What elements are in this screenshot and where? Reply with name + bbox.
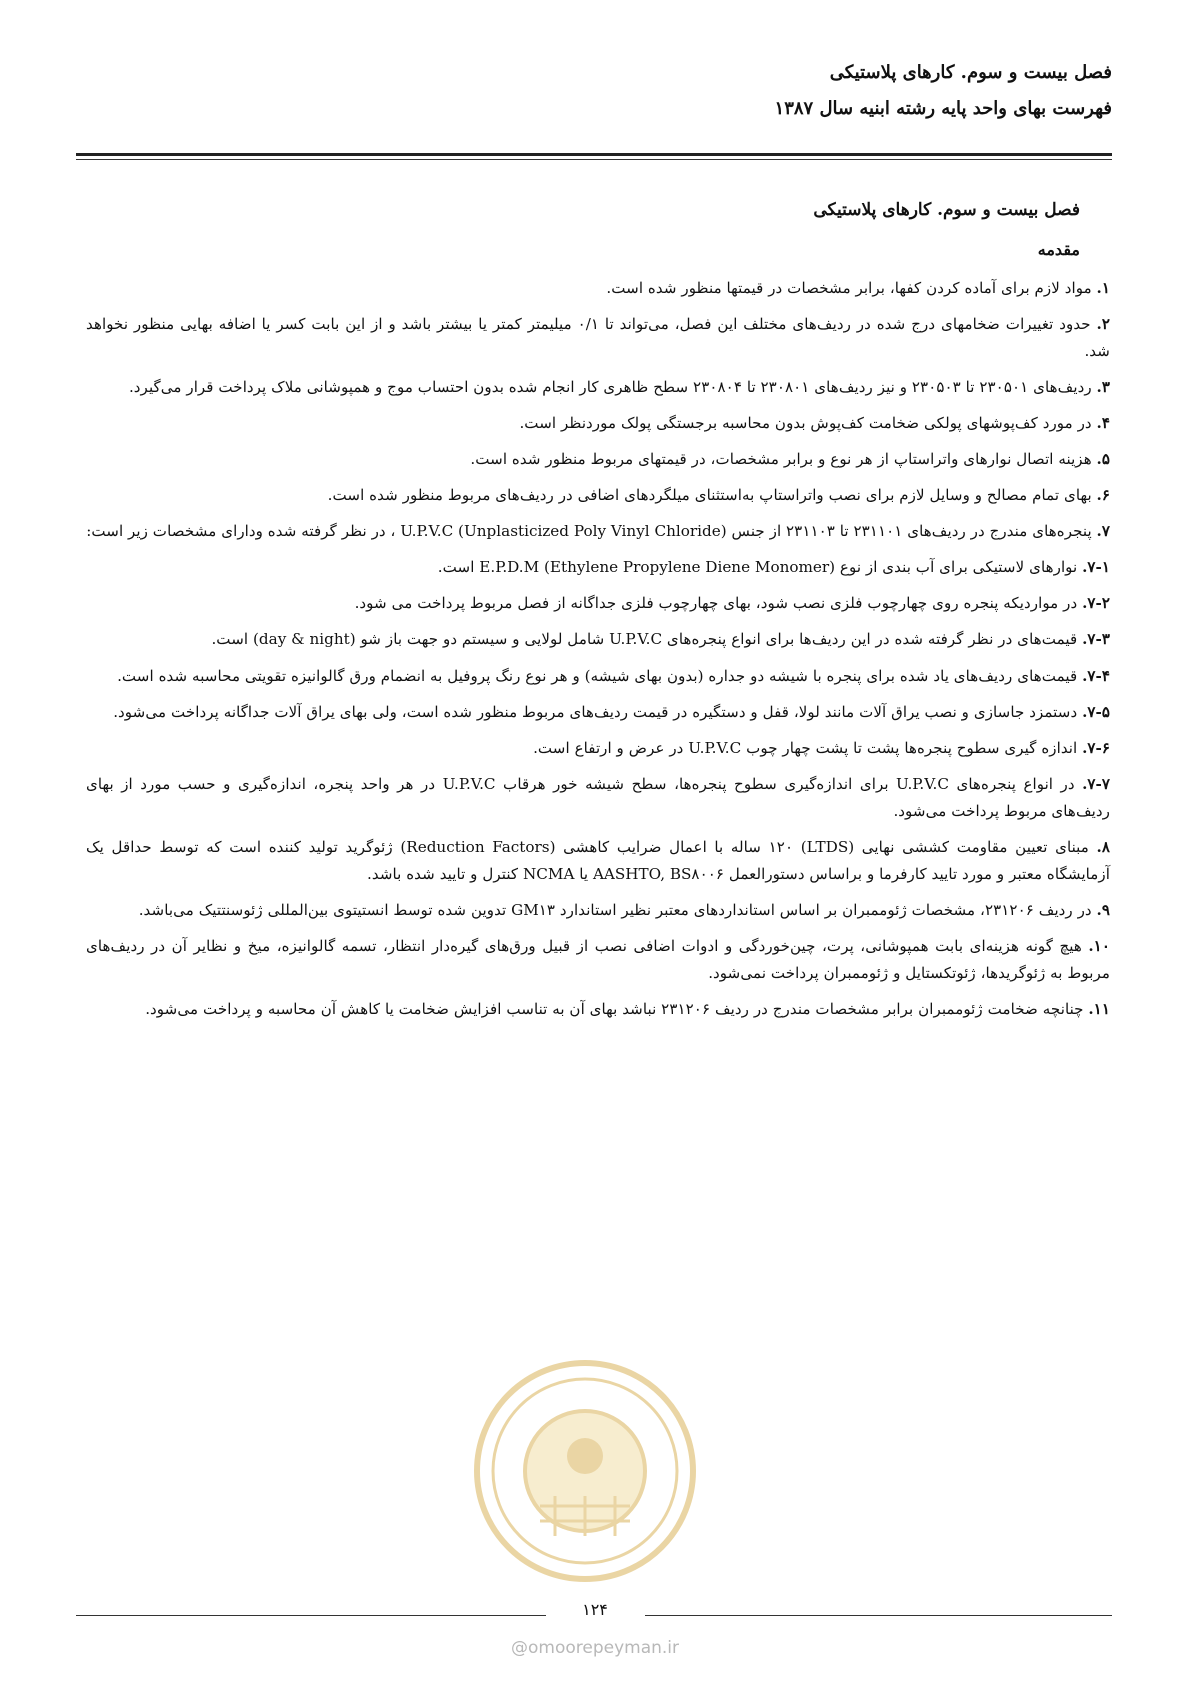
item-text: در مورد کف‌پوشهای پولکی ضخامت کف‌پوش بدون محاسبه برجستگی پولک موردنظر است. [519,414,1097,433]
list-item [86,834,1110,888]
list-item [86,626,1110,653]
item-number: ۱۱. [1088,999,1110,1018]
item-text: حدود تغییرات ضخامهای درج شده در ردیف‌های مختلف این فصل، می‌تواند تا ۰/۱ میلیمتر کمتر یا بیشتر باشد و از این بابت کسر یا اضافه بهایی منظور نخواهد شد. [86,315,1110,361]
header-subtitle: فهرست بهای واحد پایه رشته ابنیه سال ۱۳۸۷ [774,98,1112,119]
footer-rule-left [76,1615,546,1616]
watermark-url: @omoorepeyman.ir [510,1638,680,1658]
item-text: در ردیف ۲۳۱۲۰۶، مشخصات ژئوممبران بر اساس استانداردهای معتبر نظیر استاندارد GM۱۳ تدوین شده توسط انستیتوی بین‌المللی ژئوسنتتیک می‌باشد. [138,900,1097,919]
list-item [86,996,1110,1023]
item-text: ردیف‌های ۲۳۰۵۰۱ تا ۲۳۰۵۰۳ و نیز ردیف‌های ۲۳۰۸۰۱ تا ۲۳۰۸۰۴ سطح ظاهری کار انجام شده بدون احتساب موج و همپوشانی ملاک پرداخت قرار می‌گیرد. [128,378,1097,397]
list-item [86,735,1110,762]
item-number: ۷-۱. [1082,558,1110,577]
item-number: ۷-۷. [1082,774,1110,793]
item-text: مواد لازم برای آماده کردن کفها، برابر مشخصات در قیمتها منظور شده است. [606,279,1097,297]
intro-title: مقدمه [1037,240,1080,259]
item-number: ۱. [1096,279,1110,297]
item-number: ۳. [1096,378,1110,397]
item-text: بهای تمام مصالح و وسایل لازم برای نصب واتراستاپ به‌استثنای میلگردهای اضافی در ردیف‌های مربوط منظور شده است. [327,486,1097,505]
footer-rule-right [645,1615,1112,1616]
item-number: ۸. [1096,837,1110,856]
item-text: هزینه اتصال نوارهای واتراستاپ از هر نوع و برابر مشخصات، در قیمتهای مربوط منظور شده است. [470,450,1097,469]
item-number: ۶. [1096,486,1110,505]
list-item [86,590,1110,617]
items-list [86,275,1110,1023]
main-content [86,200,1110,1032]
list-item [86,518,1110,545]
list-item [86,699,1110,726]
item-text: در انواع پنجره‌های U.P.V.C برای اندازه‌گیری سطوح پنجره‌ها، سطح شیشه خور هرقاب U.P.V.C در هر واحد پنجره، اندازه‌گیری و حسب مورد از بهای ردیف‌های مربوط پرداخت می‌شود. [86,774,1110,820]
item-text: قیمت‌های ردیف‌های یاد شده برای پنجره با شیشه دو جداره (بدون بهای شیشه) و هر نوع رنگ پروفیل به انضمام ورق گالوانیزه تقویتی محاسبه شده است. [117,666,1083,685]
list-item [86,374,1110,401]
item-text: پنجره‌های مندرج در ردیف‌های ۲۳۱۱۰۱ تا ۲۳۱۱۰۳ از جنس U.P.V.C (Unplasticized Poly Vinyl Chloride) ، در نظر گرفته شده ودارای مشخصات زیر است: [86,522,1097,541]
list-item [86,446,1110,473]
list-item [86,554,1110,581]
item-number: ۲. [1096,315,1110,334]
item-text: قیمت‌های در نظر گرفته شده در این ردیف‌ها برای انواع پنجره‌های U.P.V.C شامل لولایی و سیستم دو جهت باز شو (day & night) است. [211,630,1083,649]
list-item [86,933,1110,987]
item-text: مبنای تعیین مقاومت کششی نهایی (LTDS) ۱۲۰ ساله با اعمال ضرایب کاهشی (Reduction Factors) ژئوگرید تولید کننده است که توسط حداقل یک آزمایشگاه معتبر و مورد تایید کارفرما و براساس دستورالعمل AASHTO, BS۸۰۰۶ یا NCMA کنترل و تایید شده باشد. [86,837,1110,883]
item-text: اندازه گیری سطوح پنجره‌ها پشت تا پشت چهار چوب U.P.V.C در عرض و ارتفاع است. [533,738,1083,757]
item-number: ۷-۳. [1082,630,1110,649]
page-number: ۱۲۴ [582,1600,608,1619]
list-item [86,482,1110,509]
list-item [86,311,1110,365]
list-item [86,410,1110,437]
item-number: ۷-۲. [1082,594,1110,613]
item-number: ۷. [1096,522,1110,541]
header-rule-thin [76,159,1112,160]
item-text: دستمزد جاسازی و نصب یراق آلات مانند لولا، قفل و دستگیره در قیمت ردیف‌های مربوط منظور شده است، ولی بهای یراق آلات جداگانه پرداخت می‌شود. [113,702,1083,721]
list-item [86,663,1110,690]
item-number: ۱۰. [1088,936,1110,955]
header-title: فصل بیست و سوم. کارهای پلاستیکی [829,62,1112,83]
item-number: ۷-۶. [1082,738,1110,757]
list-item [86,897,1110,924]
item-number: ۷-۴. [1082,666,1110,685]
item-text: در مواردیکه پنجره روی چهارچوب فلزی نصب شود، بهای چهارچوب فلزی جداگانه از فصل مربوط پرداخت می شود. [354,594,1083,613]
item-number: ۵. [1096,450,1110,469]
item-text: نوارهای لاستیکی برای آب بندی از نوع E.P.D.M (Ethylene Propylene Diene Monomer) است. [437,558,1083,577]
header-rule-thick [76,153,1112,156]
item-text: چنانچه ضخامت ژئوممبران برابر مشخصات مندرج در ردیف ۲۳۱۲۰۶ نباشد بهای آن به تناسب افزایش ضخامت یا کاهش آن محاسبه و پرداخت می‌شود. [145,999,1089,1018]
seal-watermark-icon [470,1356,700,1586]
item-number: ۴. [1096,414,1110,433]
list-item [86,275,1110,302]
list-item [86,771,1110,825]
section-title: فصل بیست و سوم. کارهای پلاستیکی [813,200,1080,220]
item-number: ۹. [1096,900,1110,919]
item-text: هیچ گونه هزینه‌ای بابت همپوشانی، پرت، چین‌خوردگی و ادوات اضافی نصب از قبیل ورق‌های گیره‌دار انتظار، تسمه گالوانیزه، میخ و نظایر آن در ردیف‌های مربوط به ژئوگریدها، ژئوتکستایل و ژئوممبران پرداخت نمی‌شود. [86,936,1110,982]
item-number: ۷-۵. [1082,702,1110,721]
